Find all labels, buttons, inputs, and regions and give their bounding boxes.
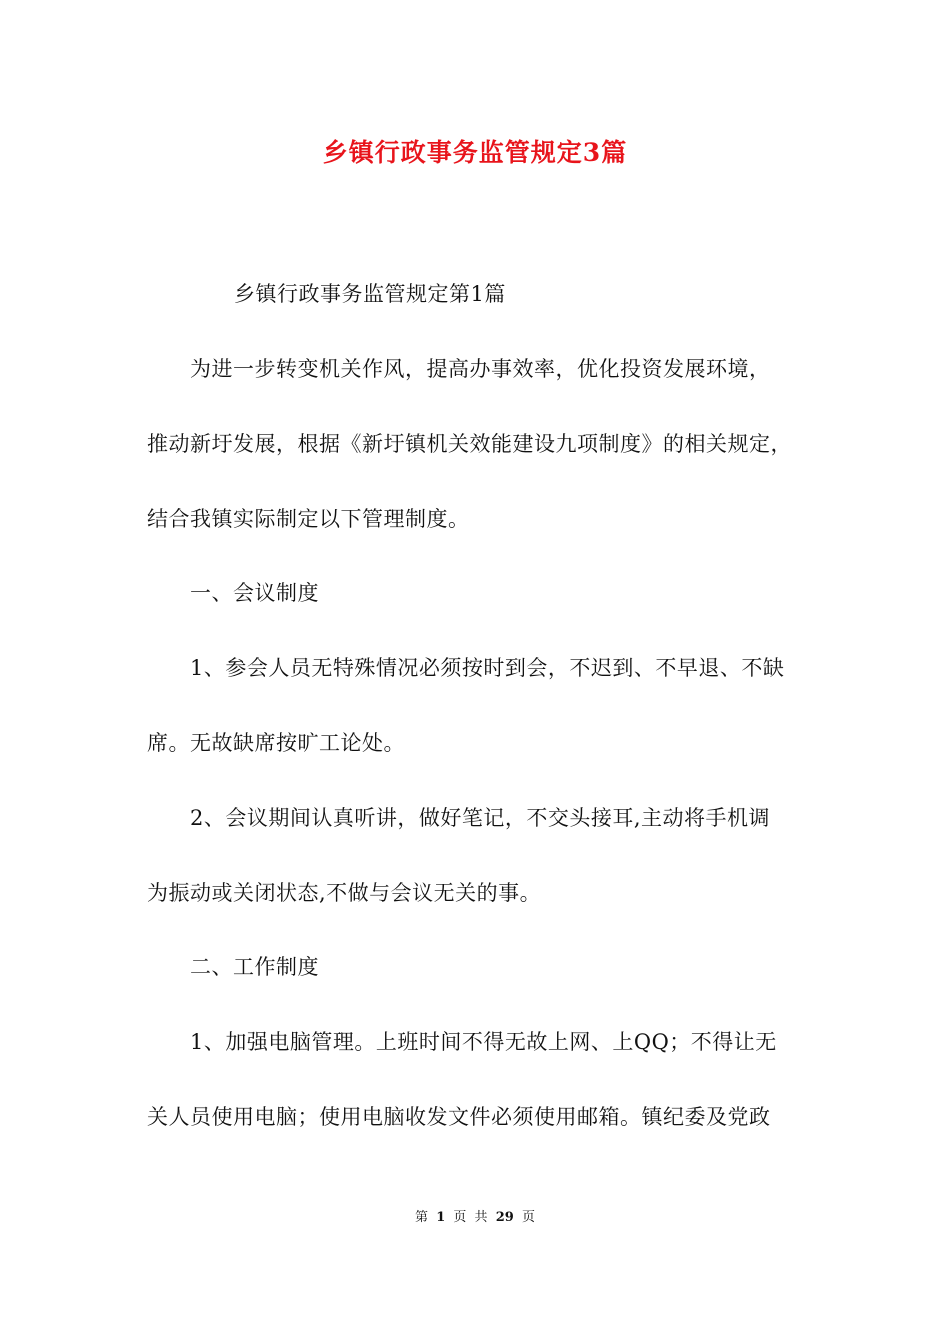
paragraph-line: 为进一步转变机关作风，提高办事效率，优化投资发展环境， (190, 357, 771, 381)
footer-total-pages: 29 (495, 1210, 514, 1225)
paragraph-line: 推动新圩发展，根据《新圩镇机关效能建设九项制度》的相关规定， (147, 432, 792, 456)
paragraph-line: 关人员使用电脑；使用电脑收发文件必须使用邮箱。镇纪委及党政 (147, 1105, 771, 1129)
footer-page-number: 1 (436, 1210, 446, 1225)
paragraph-line: 1、加强电脑管理。上班时间不得无故上网、上QQ；不得让无 (190, 1030, 777, 1054)
document-title: 乡镇行政事务监管规定3篇 (322, 138, 628, 167)
footer-total-label: 共 (474, 1210, 488, 1225)
footer-total-unit: 页 (521, 1210, 535, 1225)
paragraph-line: 2、会议期间认真听讲，做好笔记，不交头接耳,主动将手机调 (190, 806, 771, 830)
section-heading: 乡镇行政事务监管规定第1篇 (234, 282, 506, 306)
footer-page-label: 第 (415, 1210, 429, 1225)
section-heading: 二、工作制度 (190, 955, 319, 979)
section-heading: 一、会议制度 (190, 581, 319, 605)
footer-page-unit: 页 (453, 1210, 467, 1225)
paragraph-line: 席。无故缺席按旷工论处。 (147, 731, 405, 755)
paragraph-line: 为振动或关闭状态,不做与会议无关的事。 (147, 881, 542, 905)
page-footer (0, 1209, 950, 1227)
paragraph-line: 结合我镇实际制定以下管理制度。 (147, 507, 470, 531)
paragraph-line: 1、参会人员无特殊情况必须按时到会，不迟到、不早退、不缺 (190, 656, 785, 680)
